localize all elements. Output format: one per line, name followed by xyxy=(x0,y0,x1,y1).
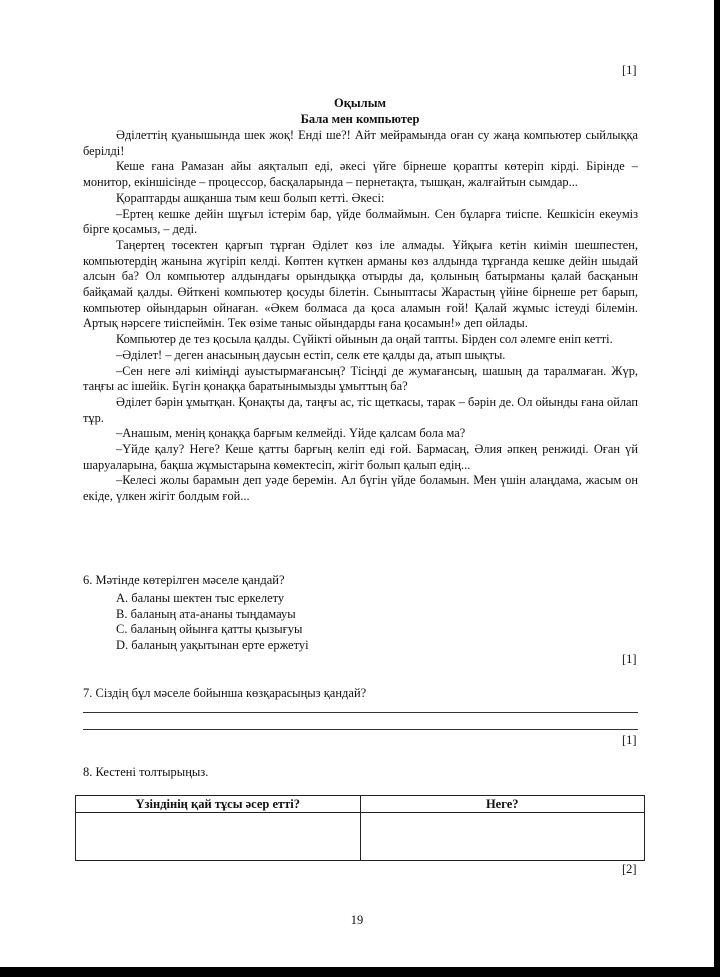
answer-cell-section[interactable] xyxy=(76,813,361,861)
answer-line[interactable] xyxy=(83,729,638,730)
answer-line[interactable] xyxy=(83,712,638,713)
paragraph: –Ертең кешке дейін шұғыл істерім бар, үйде болмаймын. Сен бұларға тиіспе. Кешкісін екеуміз бірге қосамыз, – деді. xyxy=(83,206,638,237)
paragraph: –Әділет! – деген анасының даусын естіп, селк ете қалды да, атып шықты. xyxy=(116,347,506,362)
question-6: 6. Мәтінде көтерілген мәселе қандай? xyxy=(83,573,285,587)
table-header-why: Неге? xyxy=(360,796,645,813)
section-title: Оқылым xyxy=(334,96,386,110)
question-6-score-mark: [1] xyxy=(622,652,637,666)
paragraph: –Анашым, менің қонаққа барғым келмейді. Үйде қалсам бола ма? xyxy=(116,426,466,441)
paragraph: –Сен неге әлі киіміңді ауыстырмағансың? Тісіңді де жумағансың, шашың да таралмаған. Жүр, таңғы ас ішейік. Бүгін қонаққа баратынымызды ұмыттың ба? xyxy=(83,363,638,394)
question-6-options xyxy=(116,591,309,653)
table-header-section: Үзіндінің қай тұсы әсер етті? xyxy=(76,796,361,813)
question-8: 8. Кестені толтырыңыз. xyxy=(83,765,209,779)
story-text xyxy=(83,128,638,505)
answer-table xyxy=(75,795,645,861)
option-b: B. баланың ата-ананы тыңдамауы xyxy=(116,606,296,621)
paragraph: Кеше ғана Рамазан айы аяқталып еді, әкесі үйге бірнеше қорапты көтеріп кірді. Бірінде – монитор, екіншісінде – процессор, басқаларында – пернетақта, тышқан, жалғайтын сымдар... xyxy=(83,159,638,190)
paragraph: Әділет бәрін ұмытқан. Қонақты да, таңғы ас, тіс щеткасы, тарак – бәрін де. Ол ойынды ғана ойлап тұр. xyxy=(83,394,638,425)
page-number: 19 xyxy=(350,913,364,927)
paragraph: Әділеттің қуанышында шек жоқ! Енді ше?! Айт мейрамында оған су жаңа компьютер сыйлыққа берілді! xyxy=(83,128,638,158)
option-d: D. баланың уақытынан ерте ержетуі xyxy=(116,637,309,652)
question-7-score-mark: [1] xyxy=(622,733,637,747)
option-a: A. баланы шектен тыс еркелету xyxy=(116,591,285,605)
answer-cell-why[interactable] xyxy=(360,813,645,861)
paragraph: –Келесі жолы барамын деп уәде беремін. Ал бүгін үйде боламын. Мен үшін алаңдама, жасым он екіде, үлкен жігіт болдым ғой... xyxy=(83,473,638,504)
question-7: 7. Сіздің бұл мәселе бойынша көзқарасыңыз қандай? xyxy=(83,686,367,700)
paragraph: –Үйде қалу? Неге? Кеше қатты барғың келіп еді ғой. Бармасаң, Әлия әпкең ренжиді. Оған үй шаруаларына, бақша жұмыстарына көмектесіп, жігіт болып қалып едің... xyxy=(83,442,638,472)
paragraph: Компьютер де тез қосыла қалды. Сүйікті ойынын да оңай тапты. Бірден сол әлемге еніп кетті. xyxy=(116,332,613,347)
question-8-score-mark: [2] xyxy=(622,862,637,876)
story-title: Бала мен компьютер xyxy=(300,112,420,126)
paragraph: Қораптарды ашқанша тым кеш болып кетті. Әкесі: xyxy=(116,190,385,205)
header-score-mark: [1] xyxy=(622,63,637,77)
option-c: C. баланың ойынға қатты қызығуы xyxy=(116,622,303,636)
paragraph: Таңертең төсектен қарғып тұрған Әділет көз іле алмады. Ұйқыға кетін киімін шешпестен, компьютердің жанына жүгіріп келді. Көптен күткен арманы көз алдында тұрғанда кешке дейін шыдай алсын ба? Ол компьютер алдындағы орындыққа отырды да, қолының батырманы қалай басқанын байқамай қалды. Өйткені компьютер қосуды білетін. Сыныптасы Жарастың үйіне бірнеше рет барып, компьютер ойындарын ойнаған. «Әкем болмаса да қоса аламын ғой! Қалай жұмыс істеуді білемін. Артық нәрсеге тиіспеймін. Тек өзіме таныс ойындарды ғана қосамын!» деп ойлады. xyxy=(83,237,638,331)
